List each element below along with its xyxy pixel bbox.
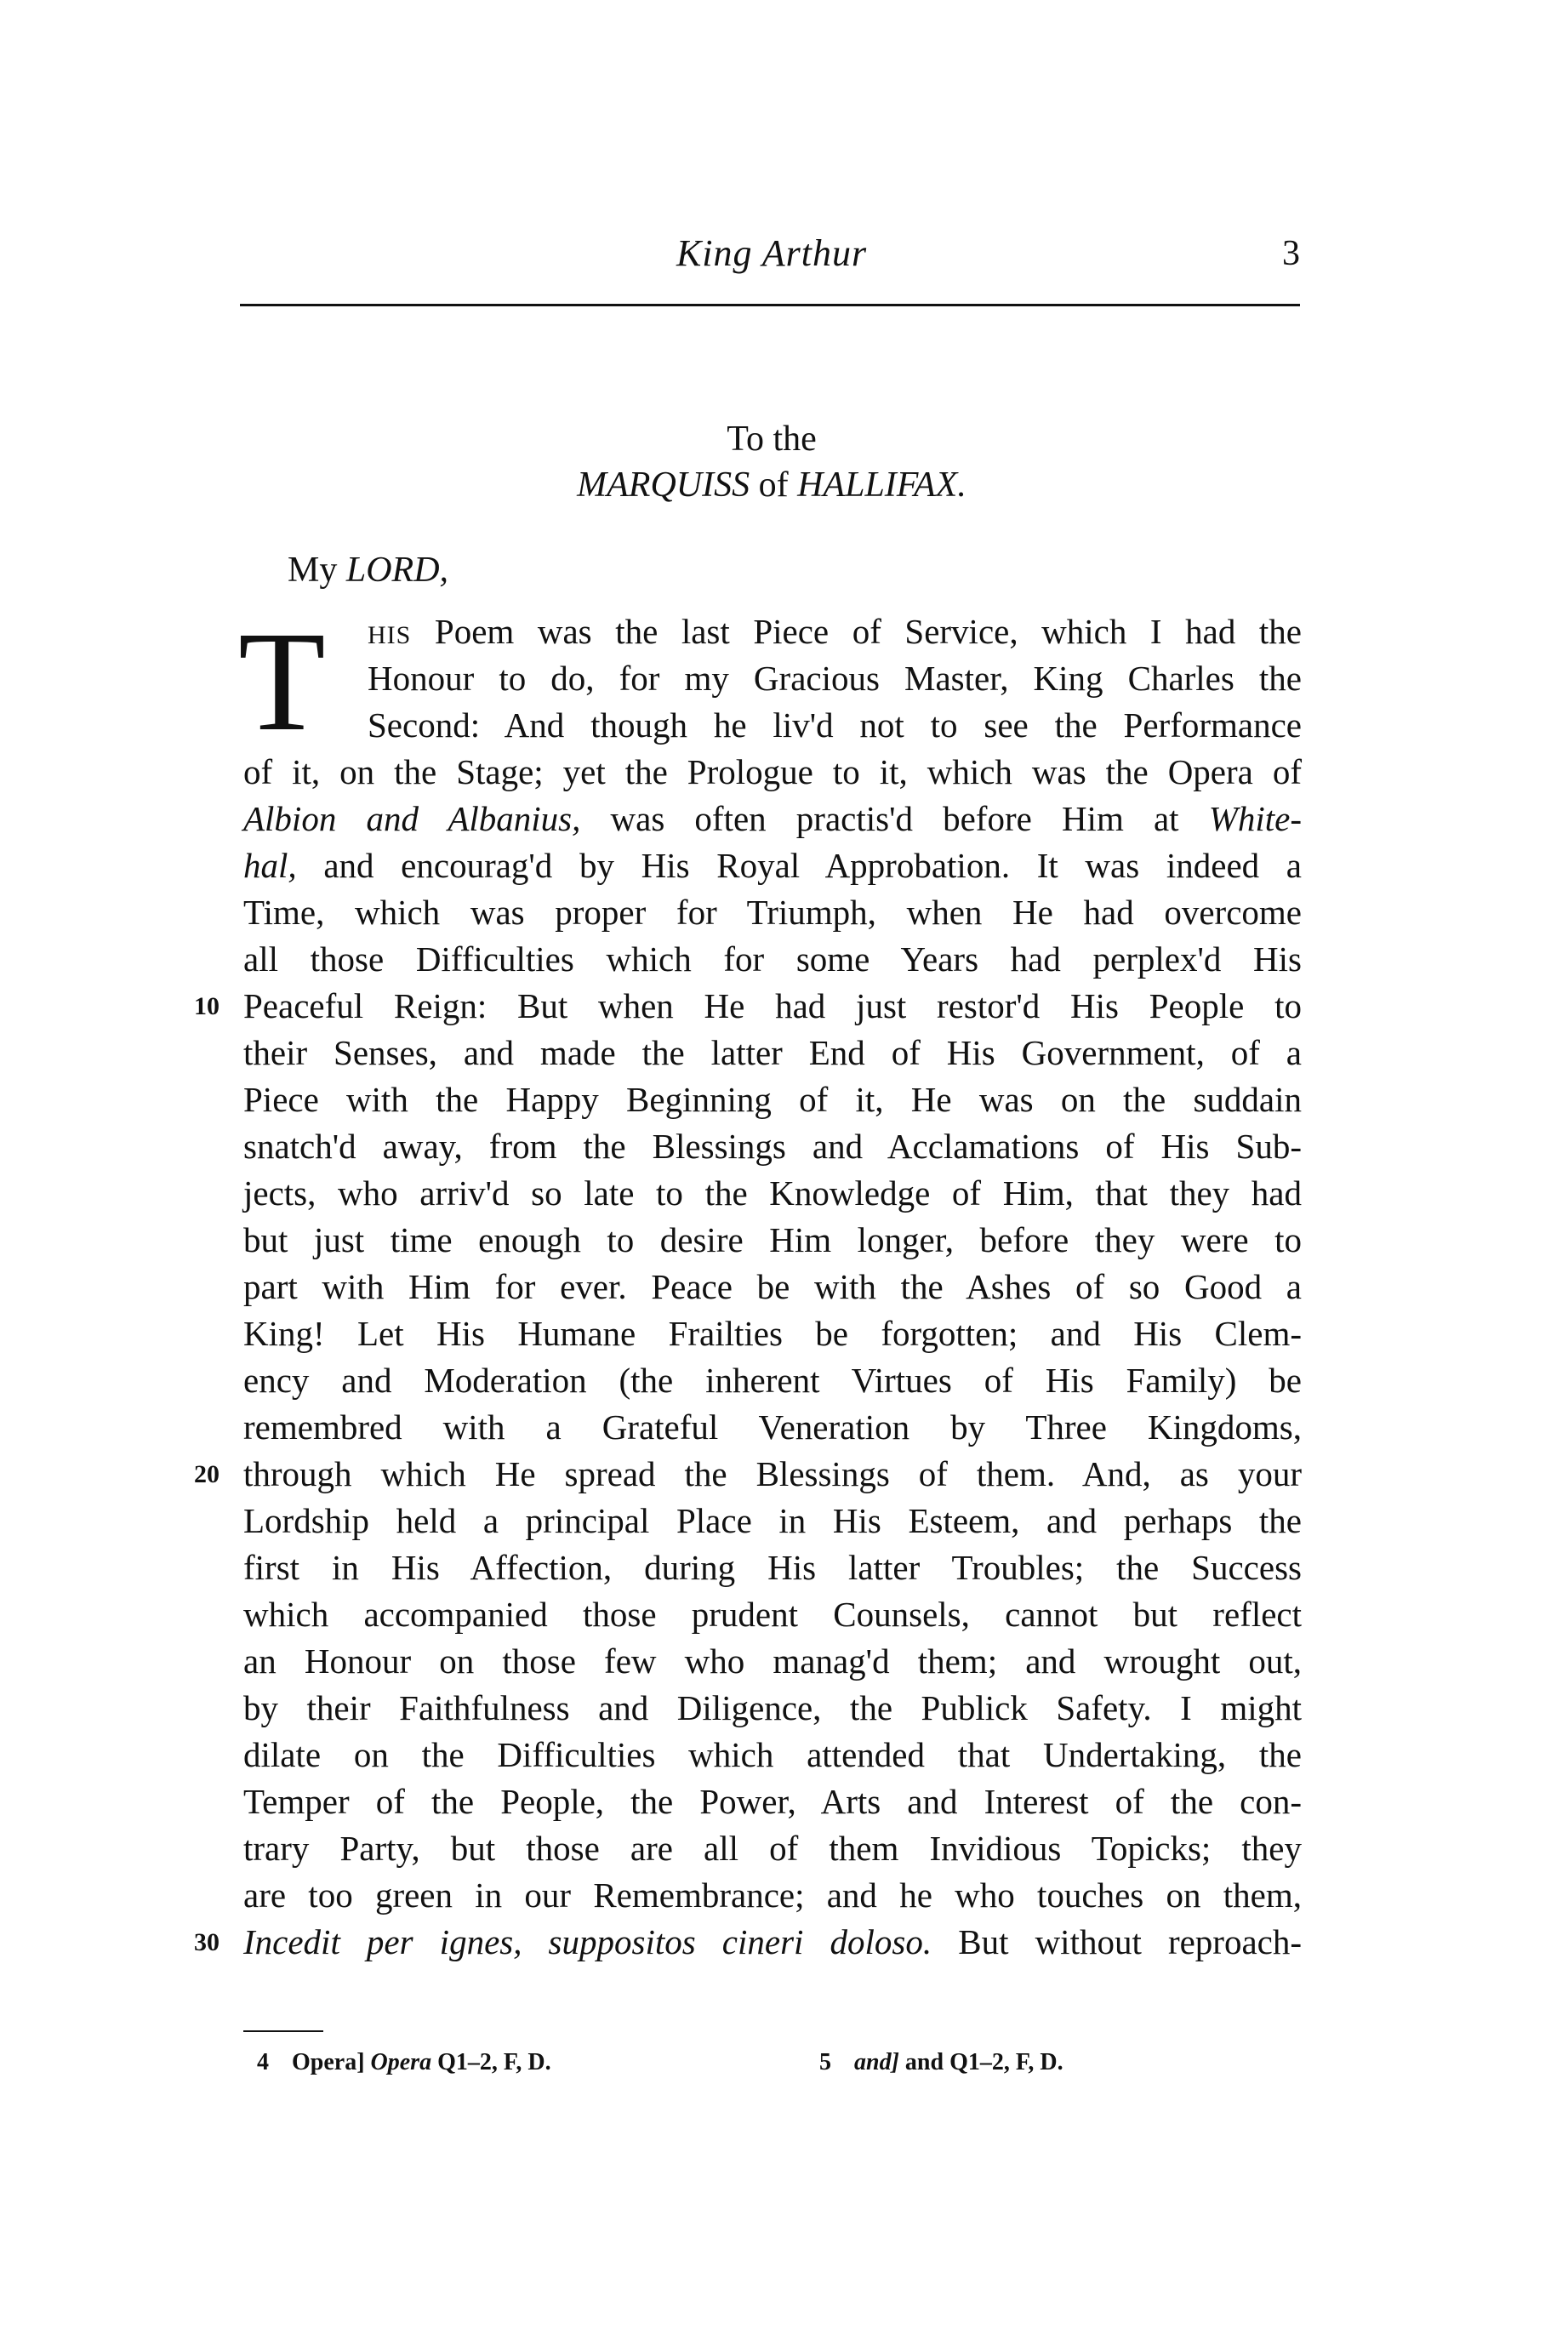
body-line-21: first in His Affection, during His latter Troubles; the Success bbox=[243, 1548, 1302, 1587]
salutation bbox=[288, 550, 448, 591]
body-line-22: which accompanied those prudent Counsels, cannot but reflect bbox=[243, 1595, 1302, 1634]
body-line-5-rest: was often practis'd before Him at bbox=[580, 799, 1209, 838]
footnote-2-number: 5 bbox=[819, 2049, 831, 2075]
body-line-28: are too green in our Remembrance; and he who touches on them, bbox=[243, 1875, 1302, 1915]
body-line-8: all those Difficulties which for some Years had perplex'd His bbox=[243, 939, 1302, 979]
dedication-line-2 bbox=[240, 465, 1303, 505]
body-line-5-title: Albion and Albanius, bbox=[243, 799, 581, 838]
body-line-15: part with Him for ever. Peace be with the Ashes of so Good a bbox=[243, 1267, 1302, 1306]
body-line-23: an Honour on those few who manag'd them; and wrought out, bbox=[243, 1641, 1302, 1681]
body-line-13: jects, who arriv'd so late to the Knowledge of Him, that they had bbox=[243, 1173, 1302, 1213]
body-line-14: but just time enough to desire Him longer, before they were to bbox=[243, 1220, 1302, 1259]
body-line-11: Piece with the Happy Beginning of it, He was on the suddain bbox=[243, 1080, 1302, 1119]
footnote-1-number: 4 bbox=[257, 2049, 269, 2075]
body-line-7: Time, which was proper for Triumph, when He had overcome bbox=[243, 893, 1302, 932]
footnote-1-lemma: Opera] bbox=[292, 2049, 365, 2075]
footnote-rule bbox=[243, 2030, 323, 2032]
body-line-6-rest: and encourag'd by His Royal Approbation. It was indeed a bbox=[296, 846, 1302, 885]
body-line-10: their Senses, and made the latter End of His Government, of a bbox=[243, 1033, 1302, 1072]
dedication-title-hallifax: HALLIFAX. bbox=[797, 465, 966, 505]
salutation-my: My bbox=[288, 551, 338, 590]
running-head bbox=[240, 228, 1303, 279]
dedication-title-marquiss: MARQUISS bbox=[577, 465, 750, 505]
body-line-19: through which He spread the Blessings of them. And, as your bbox=[243, 1454, 1302, 1493]
body-line-9: Peaceful Reign: But when He had just restor'd His People to bbox=[243, 986, 1302, 1025]
body-line-4: of it, on the Stage; yet the Prologue to it, which was the Opera of bbox=[243, 752, 1302, 791]
line-number-10: 10 bbox=[194, 992, 220, 1020]
running-title: King Arthur bbox=[676, 232, 868, 274]
drop-cap: T bbox=[238, 602, 326, 761]
body-line-27: trary Party, but those are all of them Invidious Topicks; they bbox=[243, 1829, 1302, 1868]
body-line-1 bbox=[368, 609, 1302, 658]
body-line-26: Temper of the People, the Power, Arts and Interest of the con- bbox=[243, 1782, 1302, 1821]
salutation-lord: LORD, bbox=[345, 551, 449, 590]
first-word-small-caps: HIS bbox=[368, 621, 412, 649]
dedication-line-1: To the bbox=[727, 420, 817, 459]
footnote-2-sources: Q1–2, F, D. bbox=[949, 2049, 1063, 2075]
body-line-6 bbox=[243, 843, 1302, 888]
body-line-12: snatch'd away, from the Blessings and Acclamations of His Sub- bbox=[243, 1127, 1302, 1166]
line-number-30: 30 bbox=[194, 1928, 220, 1956]
body-line-16: King! Let His Humane Frailties be forgotten; and His Clem- bbox=[243, 1314, 1302, 1353]
footnote-2-reading: and bbox=[904, 2049, 944, 2075]
body-line-20: Lordship held a principal Place in His Esteem, and perhaps the bbox=[243, 1501, 1302, 1540]
footnote-2-lemma: and] bbox=[854, 2049, 899, 2075]
body-line-29-rest: But without reproach- bbox=[932, 1922, 1302, 1961]
body-line-25: dilate on the Difficulties which attended that Undertaking, the bbox=[243, 1735, 1302, 1774]
header-rule bbox=[240, 304, 1300, 306]
line-number-20: 20 bbox=[194, 1460, 220, 1488]
body-line-3: Second: And though he liv'd not to see the Performance bbox=[368, 705, 1302, 745]
body-line-18: remembred with a Grateful Veneration by Three Kingdoms, bbox=[243, 1407, 1302, 1447]
dedication-of: of bbox=[758, 465, 789, 505]
footnote-1-sources: Q1–2, F, D. bbox=[437, 2049, 551, 2075]
body-line-5-place: White- bbox=[1208, 799, 1302, 838]
body-line-29-latin: Incedit per ignes, suppositos cineri doloso. bbox=[243, 1922, 932, 1961]
footnote-2 bbox=[819, 2049, 1063, 2076]
page-number: 3 bbox=[1282, 234, 1300, 273]
body-line-6-place: hal, bbox=[243, 846, 297, 885]
footnote-1-reading: Opera bbox=[370, 2049, 432, 2075]
body-line-5 bbox=[243, 796, 1302, 841]
body-line-1-rest: Poem was the last Piece of Service, which I had the bbox=[411, 612, 1302, 651]
body-line-24: by their Faithfulness and Diligence, the Publick Safety. I might bbox=[243, 1688, 1302, 1727]
body-line-29 bbox=[243, 1920, 1302, 1964]
footnote-1 bbox=[257, 2049, 551, 2076]
body-line-17: ency and Moderation (the inherent Virtues of His Family) be bbox=[243, 1361, 1302, 1400]
body-line-2: Honour to do, for my Gracious Master, King Charles the bbox=[368, 659, 1302, 698]
